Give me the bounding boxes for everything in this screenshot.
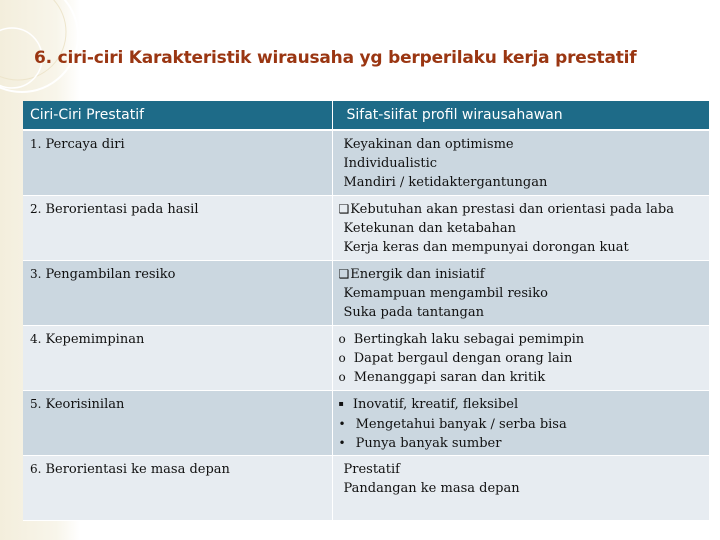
sifat-item bbox=[339, 284, 704, 303]
table-row bbox=[23, 325, 709, 390]
header-ciri-prestatif: Ciri-Ciri Prestatif bbox=[23, 101, 332, 130]
table-body bbox=[23, 130, 709, 520]
sifat-text: Mandiri / ketidaktergantungan bbox=[343, 175, 548, 190]
sifat-text: Kebutuhan akan prestasi dan orientasi pada laba bbox=[350, 201, 674, 217]
sifat-item bbox=[339, 219, 704, 238]
ciri-cell bbox=[23, 130, 332, 195]
sifat-text: Inovatif, kreatif, fleksibel bbox=[352, 396, 519, 412]
sifat-cell bbox=[332, 260, 709, 325]
sifat-item bbox=[339, 434, 704, 453]
sifat-item bbox=[339, 368, 704, 387]
sifat-item bbox=[339, 265, 704, 284]
sifat-item bbox=[339, 135, 704, 154]
sifat-text: Keyakinan dan optimisme bbox=[343, 137, 514, 152]
sifat-text: Mengetahui banyak / serba bisa bbox=[355, 416, 567, 432]
sifat-text: Kemampuan mengambil resiko bbox=[343, 285, 548, 301]
bullet-icon: ▪ bbox=[338, 398, 344, 408]
table-row bbox=[23, 390, 709, 455]
bullet-icon: • bbox=[338, 435, 346, 450]
sifat-text: Suka pada tantangan bbox=[343, 304, 484, 320]
row-number: 6. bbox=[30, 461, 42, 476]
sifat-item bbox=[339, 154, 704, 173]
sifat-text: Kerja keras dan mempunyai dorongan kuat bbox=[343, 239, 629, 255]
row-number: 1. bbox=[30, 137, 42, 151]
sifat-item bbox=[339, 173, 704, 192]
ciri-cell bbox=[23, 325, 332, 390]
slide-title: 6. ciri-ciri Karakteristik wirausaha yg berperilaku kerja prestatif bbox=[34, 48, 637, 68]
sifat-cell bbox=[332, 325, 709, 390]
sifat-item bbox=[339, 330, 704, 349]
bullet-icon: o bbox=[338, 369, 346, 384]
bullet-icon: o bbox=[338, 350, 346, 365]
table-row bbox=[23, 455, 709, 520]
characteristics-table bbox=[23, 101, 709, 521]
sifat-text: Dapat bergaul dengan orang lain bbox=[353, 350, 573, 366]
sifat-item bbox=[339, 303, 704, 322]
ciri-cell bbox=[23, 195, 332, 260]
sifat-item bbox=[339, 479, 704, 498]
ciri-label: Keorisinilan bbox=[45, 396, 125, 412]
sifat-cell bbox=[332, 130, 709, 195]
table-header-row bbox=[23, 101, 709, 130]
sifat-item bbox=[339, 415, 704, 434]
sifat-cell bbox=[332, 390, 709, 455]
ciri-label: Percaya diri bbox=[45, 137, 125, 152]
table-row bbox=[23, 260, 709, 325]
sifat-cell bbox=[332, 455, 709, 520]
ciri-label: Kepemimpinan bbox=[45, 331, 145, 347]
sifat-text: Prestatif bbox=[343, 461, 400, 477]
sifat-text: Pandangan ke masa depan bbox=[343, 480, 520, 496]
sifat-item bbox=[339, 200, 704, 219]
table-row bbox=[23, 195, 709, 260]
row-number: 3. bbox=[30, 266, 42, 281]
ciri-label: Berorientasi pada hasil bbox=[45, 201, 199, 217]
row-number: 2. bbox=[30, 201, 42, 216]
sifat-text: Menanggapi saran dan kritik bbox=[353, 369, 546, 385]
bullet-icon: ❑ bbox=[338, 266, 350, 281]
bullet-icon: • bbox=[338, 416, 346, 431]
row-number: 4. bbox=[30, 331, 42, 346]
bullet-icon: ❑ bbox=[338, 201, 350, 216]
ciri-cell bbox=[23, 455, 332, 520]
sifat-item bbox=[339, 349, 704, 368]
sifat-item bbox=[339, 395, 704, 415]
sifat-text: Individualistic bbox=[343, 156, 438, 171]
bullet-icon: o bbox=[338, 331, 346, 346]
sifat-cell bbox=[332, 195, 709, 260]
sifat-text: Ketekunan dan ketabahan bbox=[343, 220, 517, 236]
sifat-item bbox=[339, 460, 704, 479]
ciri-cell bbox=[23, 390, 332, 455]
ciri-label: Berorientasi ke masa depan bbox=[45, 461, 230, 477]
sifat-text: Punya banyak sumber bbox=[355, 435, 502, 451]
table-row bbox=[23, 130, 709, 195]
ciri-label: Pengambilan resiko bbox=[45, 266, 176, 282]
row-number: 5. bbox=[30, 396, 42, 411]
header-sifat-profil: Sifat-siifat profil wirausahawan bbox=[332, 101, 709, 130]
sifat-text: Bertingkah laku sebagai pemimpin bbox=[353, 331, 585, 347]
sifat-item bbox=[339, 238, 704, 257]
sifat-text: Energik dan inisiatif bbox=[350, 266, 485, 282]
ciri-cell bbox=[23, 260, 332, 325]
